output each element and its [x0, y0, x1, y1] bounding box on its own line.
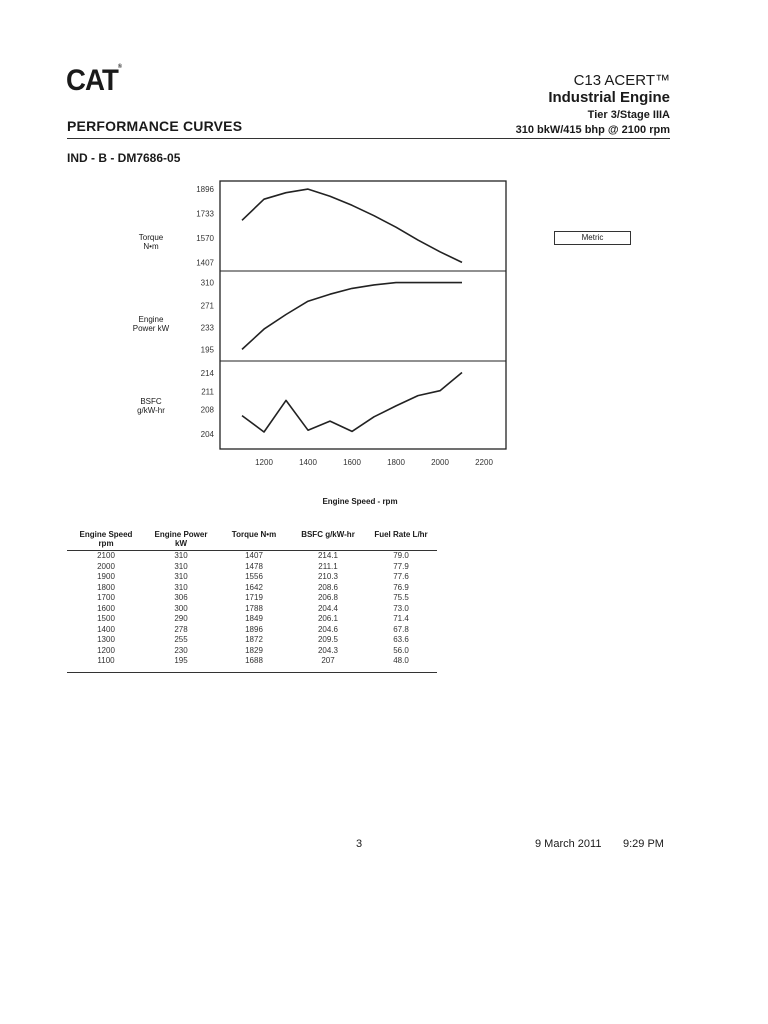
power-axis-label [111, 315, 191, 333]
x-tick-label: 2000 [431, 458, 449, 467]
emission-tier: Tier 3/Stage IIIA [587, 109, 670, 121]
table-cell: 56.0 [393, 645, 409, 655]
y-tick-label: 233 [200, 323, 214, 333]
table-cell: 1896 [245, 624, 263, 634]
table-cell: 206.8 [317, 593, 339, 602]
table-cell: 67.8 [393, 624, 409, 634]
y-tick-label: 1407 [196, 258, 214, 268]
table-cell: 79.0 [393, 551, 409, 560]
table-cell: 310 [174, 582, 188, 592]
table-cell: 210.3 [317, 572, 339, 581]
column-header-text: Fuel Rate L/hr [374, 530, 428, 539]
bsfc-label-line1: BSFC [140, 397, 162, 406]
column-header-text: Engine Power [154, 530, 208, 539]
table-cell: 77.9 [393, 561, 409, 571]
table-cell: 204.6 [317, 624, 339, 634]
table-cell: 77.6 [393, 572, 409, 581]
table-cell: 76.9 [393, 582, 409, 592]
product-title: C13 ACERT™ [573, 72, 670, 89]
table-cell: 63.6 [393, 635, 409, 644]
table-cell: 207 [321, 656, 335, 665]
y-tick-label: 271 [200, 301, 214, 311]
table-cell: 1200 [97, 645, 115, 655]
column-header-text: rpm [98, 539, 114, 548]
table-cell: 1300 [97, 635, 115, 644]
table-cell: 310 [174, 551, 188, 560]
y-tick-label: 195 [200, 345, 214, 355]
x-tick-label: 2200 [475, 458, 493, 467]
table-cell: 1788 [245, 603, 263, 613]
table-cell: 209.5 [317, 635, 339, 644]
y-tick-label: 1733 [196, 209, 214, 219]
table-cell: 1556 [245, 572, 263, 581]
table-cell: 48.0 [393, 656, 409, 665]
torque-label-line1: Torque [138, 233, 164, 242]
registered-mark: ® [117, 64, 122, 70]
series-line-bsfc [242, 373, 462, 433]
table-row [67, 593, 437, 604]
performance-table [67, 530, 437, 673]
table-cell: 290 [174, 614, 188, 623]
table-row [67, 604, 437, 615]
table-cell: 2000 [97, 561, 115, 571]
table-header-row [67, 530, 437, 551]
table-row [67, 646, 437, 657]
table-cell: 1700 [97, 593, 115, 602]
table-cell: 1719 [245, 593, 263, 602]
table-row [67, 572, 437, 583]
table-row [67, 583, 437, 594]
y-tick-label: 204 [200, 429, 214, 439]
table-cell: 1872 [245, 635, 263, 644]
section-title: PERFORMANCE CURVES [67, 118, 243, 134]
table-row [67, 614, 437, 625]
x-tick-label: 1600 [343, 458, 361, 467]
x-axis-label: Engine Speed - rpm [322, 497, 398, 506]
table-cell: 300 [174, 603, 188, 613]
table-cell: 1688 [245, 656, 263, 665]
document-id: IND - B - DM7686-05 [67, 151, 181, 165]
column-header-text: Torque N•m [231, 530, 277, 539]
table-cell: 1600 [97, 603, 115, 613]
bsfc-label-line2: g/kW-hr [137, 406, 165, 415]
series-line-torque [242, 189, 462, 262]
table-cell: 2100 [97, 551, 115, 560]
x-tick-label: 1200 [255, 458, 273, 467]
table-cell: 73.0 [393, 603, 409, 613]
table-cell: 255 [174, 635, 188, 644]
column-header [291, 530, 365, 551]
table-cell: 206.1 [317, 614, 339, 623]
print-date: 9 March 2011 [535, 838, 602, 850]
logo-text: CAT [66, 64, 118, 97]
table-cell: 1900 [97, 572, 115, 581]
torque-label-line2: N•m [143, 242, 159, 251]
table-cell: 195 [174, 656, 188, 665]
table-cell: 1829 [245, 645, 263, 655]
table-cell: 310 [174, 572, 188, 581]
column-header [67, 530, 145, 551]
y-tick-label: 1896 [196, 185, 214, 195]
table-cell: 1642 [245, 582, 263, 592]
engine-rating: 310 bkW/415 bhp @ 2100 rpm [515, 124, 670, 136]
series-line-engine-power [242, 283, 462, 350]
table-cell: 214.1 [317, 551, 339, 560]
power-label-line1: Engine [138, 315, 164, 324]
page-number: 3 [356, 838, 363, 850]
column-header-text: Engine Speed [79, 530, 133, 539]
column-header [145, 530, 217, 551]
chart-layer [196, 185, 493, 467]
y-tick-label: 310 [200, 278, 214, 288]
table-cell: 1400 [97, 624, 115, 634]
table-cell: 204.3 [317, 645, 339, 655]
print-time: 9:29 PM [623, 838, 664, 850]
bsfc-axis-label [111, 397, 191, 415]
torque-axis-label [111, 233, 191, 251]
y-tick-label: 214 [200, 369, 214, 379]
table-cell: 208.6 [317, 582, 339, 592]
table-cell: 1478 [245, 561, 263, 571]
column-header [365, 530, 437, 551]
x-tick-label: 1800 [387, 458, 405, 467]
units-indicator: Metric [554, 231, 631, 245]
table-cell: 1849 [245, 614, 263, 623]
table-cell: 71.4 [393, 614, 409, 623]
table-row [67, 562, 437, 573]
table-cell: 75.5 [393, 593, 409, 602]
table-row [67, 656, 437, 672]
table-cell: 1500 [97, 614, 115, 623]
column-header-text: BSFC g/kW-hr [301, 530, 355, 539]
table-cell: 230 [174, 645, 188, 655]
table-row [67, 551, 437, 562]
chart-frame [220, 181, 506, 449]
product-subtitle: Industrial Engine [548, 89, 670, 106]
table-cell: 1100 [97, 656, 115, 665]
y-tick-label: 211 [201, 387, 214, 397]
table-cell: 204.4 [317, 603, 339, 613]
x-tick-label: 1400 [299, 458, 317, 467]
table-cell: 211.1 [318, 561, 338, 571]
table-row [67, 635, 437, 646]
table-cell: 278 [174, 624, 188, 634]
y-tick-label: 1570 [196, 234, 214, 243]
table-body [67, 551, 437, 673]
table-row [67, 625, 437, 636]
column-header-text: kW [175, 539, 187, 548]
power-label-line2: Power kW [132, 324, 170, 333]
table-cell: 310 [174, 561, 188, 571]
table-cell: 1407 [245, 551, 263, 560]
table-cell: 306 [174, 593, 188, 602]
y-tick-label: 208 [200, 405, 214, 415]
table-cell: 1800 [97, 582, 115, 592]
column-header [217, 530, 291, 551]
